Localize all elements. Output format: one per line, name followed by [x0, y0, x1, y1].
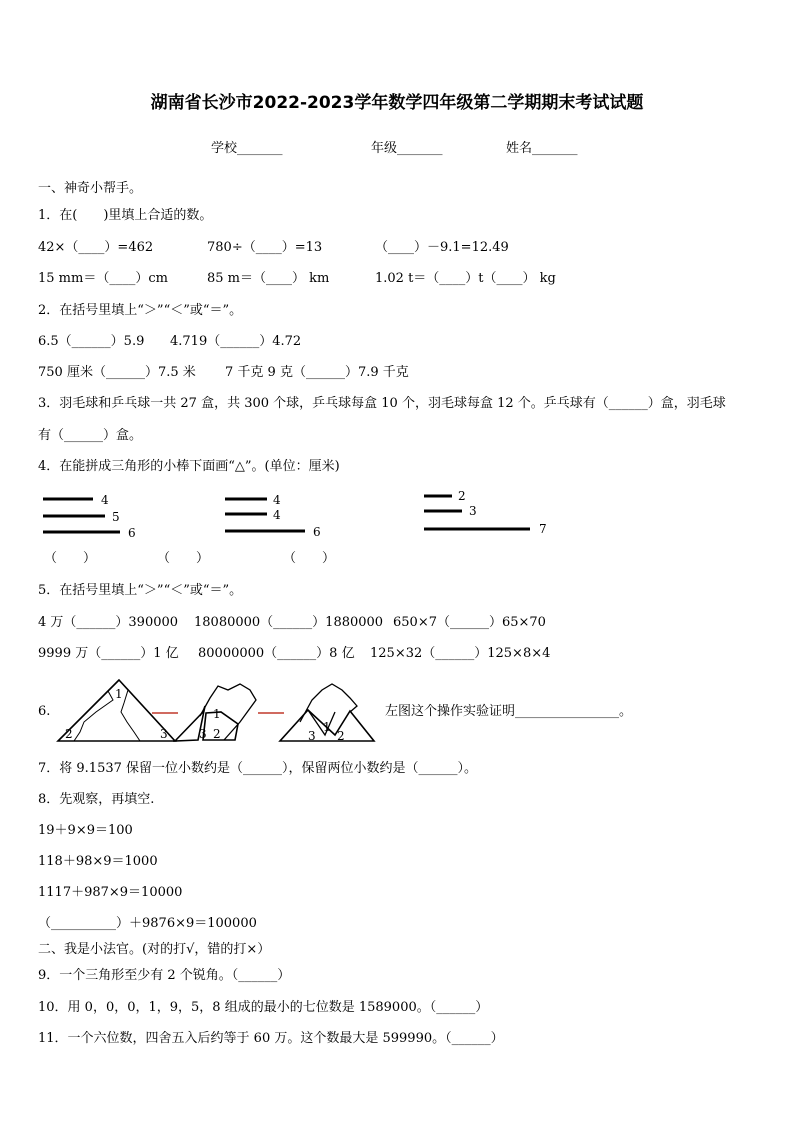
question-8-line: 1117＋987×9＝10000: [38, 885, 183, 900]
question-5-item[interactable]: 125×32（______）125×8×4: [370, 646, 551, 661]
question-1-item[interactable]: 15 mm＝（____）cm: [38, 271, 168, 286]
angle-label: 1: [115, 687, 123, 701]
question-11[interactable]: 11．一个六位数，四舍五入后约等于 60 万。这个数最大是 599990。（______）: [38, 1031, 504, 1046]
question-5-item[interactable]: 9999 万（______）1 亿: [38, 646, 179, 661]
question-1-item[interactable]: 42×（____）=462: [38, 240, 154, 255]
question-2-item[interactable]: 6.5（______）5.9: [38, 334, 145, 349]
angle-label: 1: [213, 707, 221, 721]
question-8-line: 19＋9×9＝100: [38, 823, 133, 838]
section-heading-1: 一、神奇小帮手。: [38, 181, 143, 196]
question-10[interactable]: 10．用 0，0，0，1，9，5，8 组成的最小的七位数是 1589000。（______）: [38, 1000, 489, 1015]
angle-label: 2: [213, 727, 221, 741]
question-1-item[interactable]: （____）－9.1=12.49: [375, 240, 509, 255]
stick-length-label: 4: [101, 493, 109, 507]
question-2-item[interactable]: 4.719（______）4.72: [170, 334, 302, 349]
question-5-stem: 5．在括号里填上“＞”“＜”或“＝”。: [38, 583, 243, 598]
question-5-item[interactable]: 80000000（______）8 亿: [198, 646, 355, 661]
question-5-item[interactable]: 18080000（______）1880000: [194, 615, 384, 630]
question-2-stem: 2．在括号里填上“＞”“＜”或“＝”。: [38, 303, 243, 318]
angle-label: 2: [337, 729, 345, 743]
stick-length-label: 6: [313, 525, 321, 539]
angle-label: 1: [323, 720, 331, 734]
question-5-item[interactable]: 4 万（______）390000: [38, 615, 179, 630]
question-9[interactable]: 9．一个三角形至少有 2 个锐角。（______）: [38, 968, 291, 983]
stick-length-label: 6: [128, 526, 136, 540]
stick-group-1: [43, 493, 136, 540]
stick-length-label: 3: [469, 504, 477, 518]
question-3-line[interactable]: 3．羽毛球和乒乓球一共 27 盒，共 300 个球，乒乓球每盒 10 个，羽毛球每盒 12 个。乒乓球有（______）盒，羽毛球: [38, 396, 726, 411]
stick-group-3: [424, 489, 547, 536]
question-6-text[interactable]: 左图这个操作实验证明________________。: [385, 704, 633, 719]
answer-bracket[interactable]: （ ）: [157, 551, 210, 566]
school-field[interactable]: 学校_______: [211, 141, 283, 156]
answer-bracket[interactable]: （ ）: [283, 551, 336, 566]
angle-label: 3: [308, 729, 316, 743]
question-3-line[interactable]: 有（______）盒。: [38, 428, 143, 443]
grade-field[interactable]: 年级_______: [371, 141, 443, 156]
question-7[interactable]: 7．将 9.1537 保留一位小数约是（______），保留两位小数约是（______）。: [38, 761, 478, 776]
question-1-item[interactable]: 85 m＝（____） km: [207, 271, 330, 286]
question-4-stem: 4．在能拼成三角形的小棒下面画“△”。(单位：厘米): [38, 459, 340, 474]
question-6-number: 6.: [38, 704, 51, 719]
question-8-line[interactable]: （__________）＋9876×9＝100000: [38, 916, 257, 931]
angle-label: 3: [199, 727, 207, 741]
answer-bracket[interactable]: （ ）: [44, 551, 97, 566]
question-1-item[interactable]: 780÷（____）=13: [207, 240, 323, 255]
question-2-item[interactable]: 7 千克 9 克（______）7.9 千克: [225, 365, 409, 380]
angle-label: 3: [160, 727, 168, 741]
stick-length-label: 4: [273, 508, 281, 522]
stick-length-label: 2: [458, 489, 466, 503]
page-title: 湖南省长沙市2022-2023学年数学四年级第二学期期末考试试题: [150, 93, 644, 113]
question-2-item[interactable]: 750 厘米（______）7.5 米: [38, 365, 196, 380]
question-8-line: 118＋98×9＝1000: [38, 854, 158, 869]
stick-group-2: [225, 493, 321, 539]
question-1-item[interactable]: 1.02 t＝（____）t（____） kg: [375, 271, 556, 286]
stick-length-label: 4: [273, 493, 281, 507]
question-8-stem: 8．先观察，再填空.: [38, 792, 155, 807]
section-heading-2: 二、我是小法官。(对的打√，错的打×）: [38, 942, 271, 957]
name-field[interactable]: 姓名_______: [506, 141, 578, 156]
stick-length-label: 7: [539, 522, 547, 536]
angle-label: 2: [65, 727, 73, 741]
question-1-stem: 1．在( )里填上合适的数。: [38, 208, 213, 223]
stick-length-label: 5: [112, 510, 120, 524]
question-5-item[interactable]: 650×7（______）65×70: [393, 615, 546, 630]
